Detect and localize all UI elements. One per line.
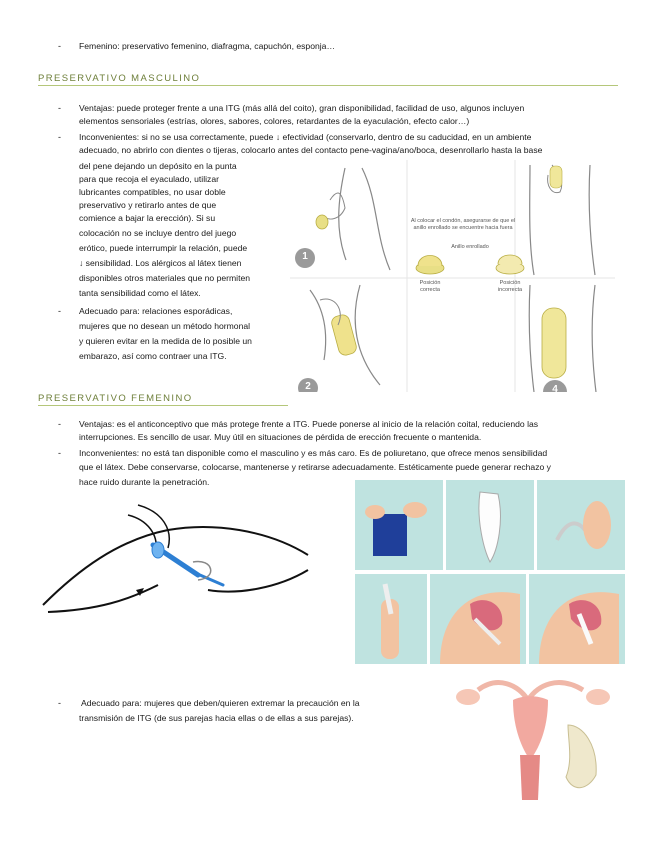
uterus-anatomy-figure — [448, 665, 628, 805]
figure-incorrect-label-1: Posición — [499, 280, 521, 286]
step-panel — [430, 574, 526, 664]
male-disadvantages-line-2: adecuado, no abrirlo con dientes o tijeras, colocarlo antes del contacto pene-vagina/ano/boca, desenrollarlo hasta la base — [79, 145, 543, 155]
bullet-dash: - — [58, 698, 61, 708]
female-disadvantages-line-1: Inconvenientes: no está tan disponible como el masculino y es más caro. Es de poliuretano, que ofrece menos sensibilidad — [79, 448, 548, 458]
uterus-icon — [448, 665, 628, 805]
male-disadvantages-line-1: Inconvenientes: si no se usa correctamente, puede ↓ efectividad (conservarlo, dentro de su caducidad, en un ambiente — [79, 132, 532, 142]
placed-anatomy-icon — [529, 574, 625, 664]
female-condom-insertion-figure — [38, 500, 318, 630]
male-suitable-line-3: y quieren evitar en la medida de lo posible un — [79, 336, 252, 346]
bullet-dash: - — [58, 41, 61, 51]
female-methods-line: Femenino: preservativo femenino, diafragma, capuchón, esponja… — [79, 41, 336, 51]
female-condom-steps-grid — [355, 480, 625, 664]
package-hands-icon — [355, 480, 443, 570]
male-disadvantages-line-7: comience a bajar la erección). Si su — [79, 213, 216, 223]
step-number-1: 1 — [302, 251, 308, 262]
male-disadvantages-line-4: para que recoja el eyaculado, utilizar — [79, 174, 219, 184]
hand-holding-condom-icon — [355, 574, 427, 664]
figure-caption-line-1: Al colocar el condón, asegurarse de que el — [410, 218, 516, 224]
male-advantages-line-2: elementos sensoriales (estrías, olores, sabores, colores, retardantes de la eyaculación, efecto calor…) — [79, 116, 470, 126]
female-disadvantages-line-3: hace ruido durante la penetración. — [79, 477, 210, 487]
section-heading-male: PRESERVATIVO MASCULINO — [38, 73, 201, 84]
bullet-dash: - — [58, 132, 61, 142]
squeeze-ring-icon — [537, 480, 625, 570]
figure-correct-label-1: Posición — [419, 280, 441, 286]
male-condom-figure — [290, 160, 615, 392]
step-number-2: 2 — [305, 381, 311, 392]
male-disadvantages-line-10: ↓ sensibilidad. Los alérgicos al látex tienen — [79, 258, 242, 268]
bullet-dash: - — [58, 306, 61, 316]
section-rule-male — [38, 85, 618, 86]
bullet-dash: - — [58, 103, 61, 113]
step-number-4: 4 — [552, 384, 558, 392]
female-advantages-line-1: Ventajas: es el anticonceptivo que más protege frente a ITG. Puede ponerse al inicio de la relación coital, reduciendo las — [79, 419, 539, 429]
figure-correct-label-2: correcta — [420, 287, 440, 293]
section-heading-female: PRESERVATIVO FEMENINO — [38, 393, 193, 404]
female-advantages-line-2: interrupciones. Es sencillo de usar. Muy útil en situaciones de pérdida de erección frecuente o mantenida. — [79, 432, 482, 442]
step-panel — [446, 480, 534, 570]
male-disadvantages-line-5: lubricantes compatibles, no usar doble — [79, 187, 226, 197]
male-disadvantages-line-11: disponibles otros materiales que no permiten — [79, 273, 251, 283]
male-suitable-line-2: mujeres que no desean un método hormonal — [79, 321, 251, 331]
section-rule-female — [38, 405, 288, 406]
male-disadvantages-line-12: tanta sensibilidad como el látex. — [79, 288, 201, 298]
step-panel — [355, 480, 443, 570]
condom-unrolled-icon — [446, 480, 534, 570]
male-disadvantages-line-9: erótico, puede interrumpir la relación, puede — [79, 243, 248, 253]
male-suitable-line-4: embarazo, así como contraer una ITG. — [79, 351, 227, 361]
bullet-dash: - — [58, 419, 61, 429]
female-disadvantages-line-2: que el látex. Debe conservarse, colocarse, mantenerse y retirarse adecuadamente. Estéticamente puede generar rechazo y — [79, 462, 551, 472]
male-advantages-line-1: Ventajas: puede proteger frente a una ITG (más allá del coito), gran disponibilidad, facilidad de uso, algunos incluyen — [79, 103, 525, 113]
figure-incorrect-label-2: incorrecta — [497, 287, 523, 293]
male-suitable-line-1: Adecuado para: relaciones esporádicas, — [79, 306, 233, 316]
female-suitable-line-2: transmisión de ITG (de sus parejas hacia ellas o de ellas a sus parejas). — [79, 713, 354, 723]
step-panel — [355, 574, 427, 664]
male-disadvantages-line-3: del pene dejando un depósito en la punta — [79, 161, 237, 171]
insertion-anatomy-icon — [430, 574, 526, 664]
step-panel — [537, 480, 625, 570]
bullet-dash: - — [58, 448, 61, 458]
insertion-illustration — [38, 500, 318, 630]
condom-illustration — [290, 160, 615, 392]
step-panel — [529, 574, 625, 664]
male-disadvantages-line-8: colocación no se incluye dentro del juego — [79, 228, 237, 238]
female-suitable-line-1: Adecuado para: mujeres que deben/quieren extremar la precaución en la — [81, 698, 360, 708]
male-disadvantages-line-6: preservativo y retirarlo antes de que — [79, 200, 217, 210]
figure-ring-label: Anillo enrollado — [451, 244, 489, 250]
figure-caption-line-2: anillo enrollado se encuentre hacia fuera — [413, 225, 513, 231]
